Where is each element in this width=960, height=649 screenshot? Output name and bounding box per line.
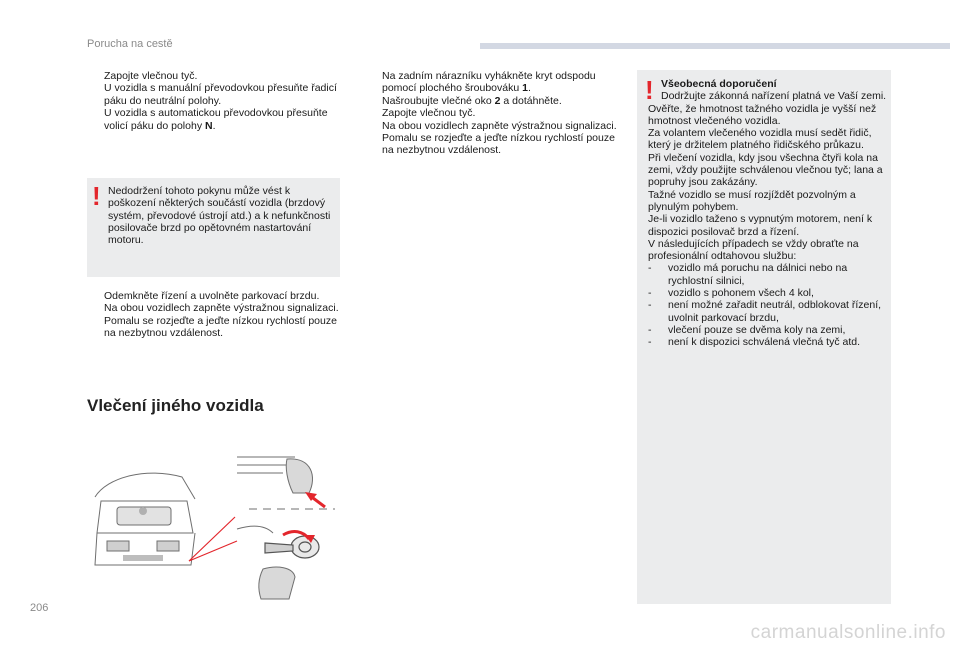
warning-text: Nedodržení tohoto pokynu může vést k poškození některých součástí vozidla (brzdový systém, převodové ústrojí atd.) a k nefunkčnosti posilovače brzd po opětovném nastartování motoru. xyxy=(108,185,331,247)
list-item: Na obou vozidlech zapněte výstražnou signalizaci. xyxy=(382,119,617,132)
general-recommendations-box xyxy=(637,70,891,604)
list-item: Pomalu se rozjeďte a jeďte nízkou rychlostí pouze na nezbytnou vzdálenost. xyxy=(104,314,337,340)
list-item: - vozidlo s pohonem všech 4 kol, xyxy=(648,287,814,300)
box-title: Všeobecná doporučení xyxy=(661,78,777,90)
list-item: - vozidlo má poruchu na dálnici nebo na rychlostní silnici, xyxy=(648,262,848,287)
warning-icon: ! xyxy=(645,75,654,105)
bumper-detail xyxy=(237,457,335,533)
list-item: Zapojte vlečnou tyč. xyxy=(104,70,198,82)
section-title: Porucha na cestě xyxy=(87,38,173,50)
bumper-cover xyxy=(259,567,295,599)
towing-eye-illustration xyxy=(87,437,339,605)
list-item: Odemkněte řízení a uvolněte parkovací brzdu. xyxy=(104,290,320,302)
list-item: - není možné zařadit neutrál, odblokovat řízení, uvolnit parkovací brzdu, xyxy=(648,299,882,324)
warning-icon: ! xyxy=(92,181,101,211)
list-item: Na obou vozidlech zapněte výstražnou signalizaci. xyxy=(104,302,339,315)
paragraph: Tažné vozidlo se musí rozjíždět pozvolným a plynulým pohybem. xyxy=(648,188,856,213)
col1-bottom-bullets xyxy=(87,290,342,340)
pointer-line xyxy=(189,517,235,561)
page-number: 206 xyxy=(30,602,49,614)
paragraph: Je-li vozidlo taženo s vypnutým motorem, není k dispozici posilovač brzd a řízení. xyxy=(648,213,873,238)
watermark: carmanualsonline.info xyxy=(750,622,946,643)
list-item: U vozidla s manuální převodovkou přesuňte řadicí páku do neutrální polohy. xyxy=(104,82,337,107)
paragraph: Ověřte, že hmotnost tažného vozidla je vyšší než hmotnost vlečeného vozidla. xyxy=(648,102,877,127)
list-item: - není k dispozici schválená vlečná tyč atd. xyxy=(648,336,861,349)
cases-list xyxy=(648,262,888,348)
paragraph: Dodržujte zákonná nařízení platná ve Vaší zemi. xyxy=(661,90,887,103)
pointer-line xyxy=(189,541,237,561)
list-item: - vlečení pouze se dvěma koly na zemi, xyxy=(648,323,846,336)
paragraph: Za volantem vlečeného vozidla musí sedět řidič, který je držitelem platného řidičského průkazu. xyxy=(648,127,872,152)
list-item: Zapojte vlečnou tyč. xyxy=(382,107,476,120)
list-item: Pomalu se rozjeďte a jeďte nízkou rychlostí pouze na nezbytnou vzdálenost. xyxy=(382,132,615,157)
col2-bullets xyxy=(365,70,617,157)
paragraph: Při vlečení vozidla, kdy jsou všechna čtyři kola na zemi, vždy použijte schválenou vlečnou tyč; lana a popruhy jsou zakázány. xyxy=(648,151,883,189)
list-item: U vozidla s automatickou převodovkou přesuňte volicí páku do polohy N. xyxy=(104,107,328,132)
list-item: Na zadním nárazníku vyhákněte kryt odspodu pomocí plochého šroubováku 1. xyxy=(382,70,596,95)
paragraph: V následujících případech se vždy obraťte na profesionální odtahovou službu: xyxy=(648,237,859,263)
header-bar xyxy=(480,43,950,49)
col1-top-bullets xyxy=(87,70,342,132)
list-item: Našroubujte vlečné oko 2 a dotáhněte. xyxy=(382,94,562,107)
warning-box xyxy=(87,178,340,277)
car-rear-illustration xyxy=(95,473,195,565)
general-recommendations-text xyxy=(648,78,888,349)
section-heading: Vlečení jiného vozidla xyxy=(87,396,264,415)
